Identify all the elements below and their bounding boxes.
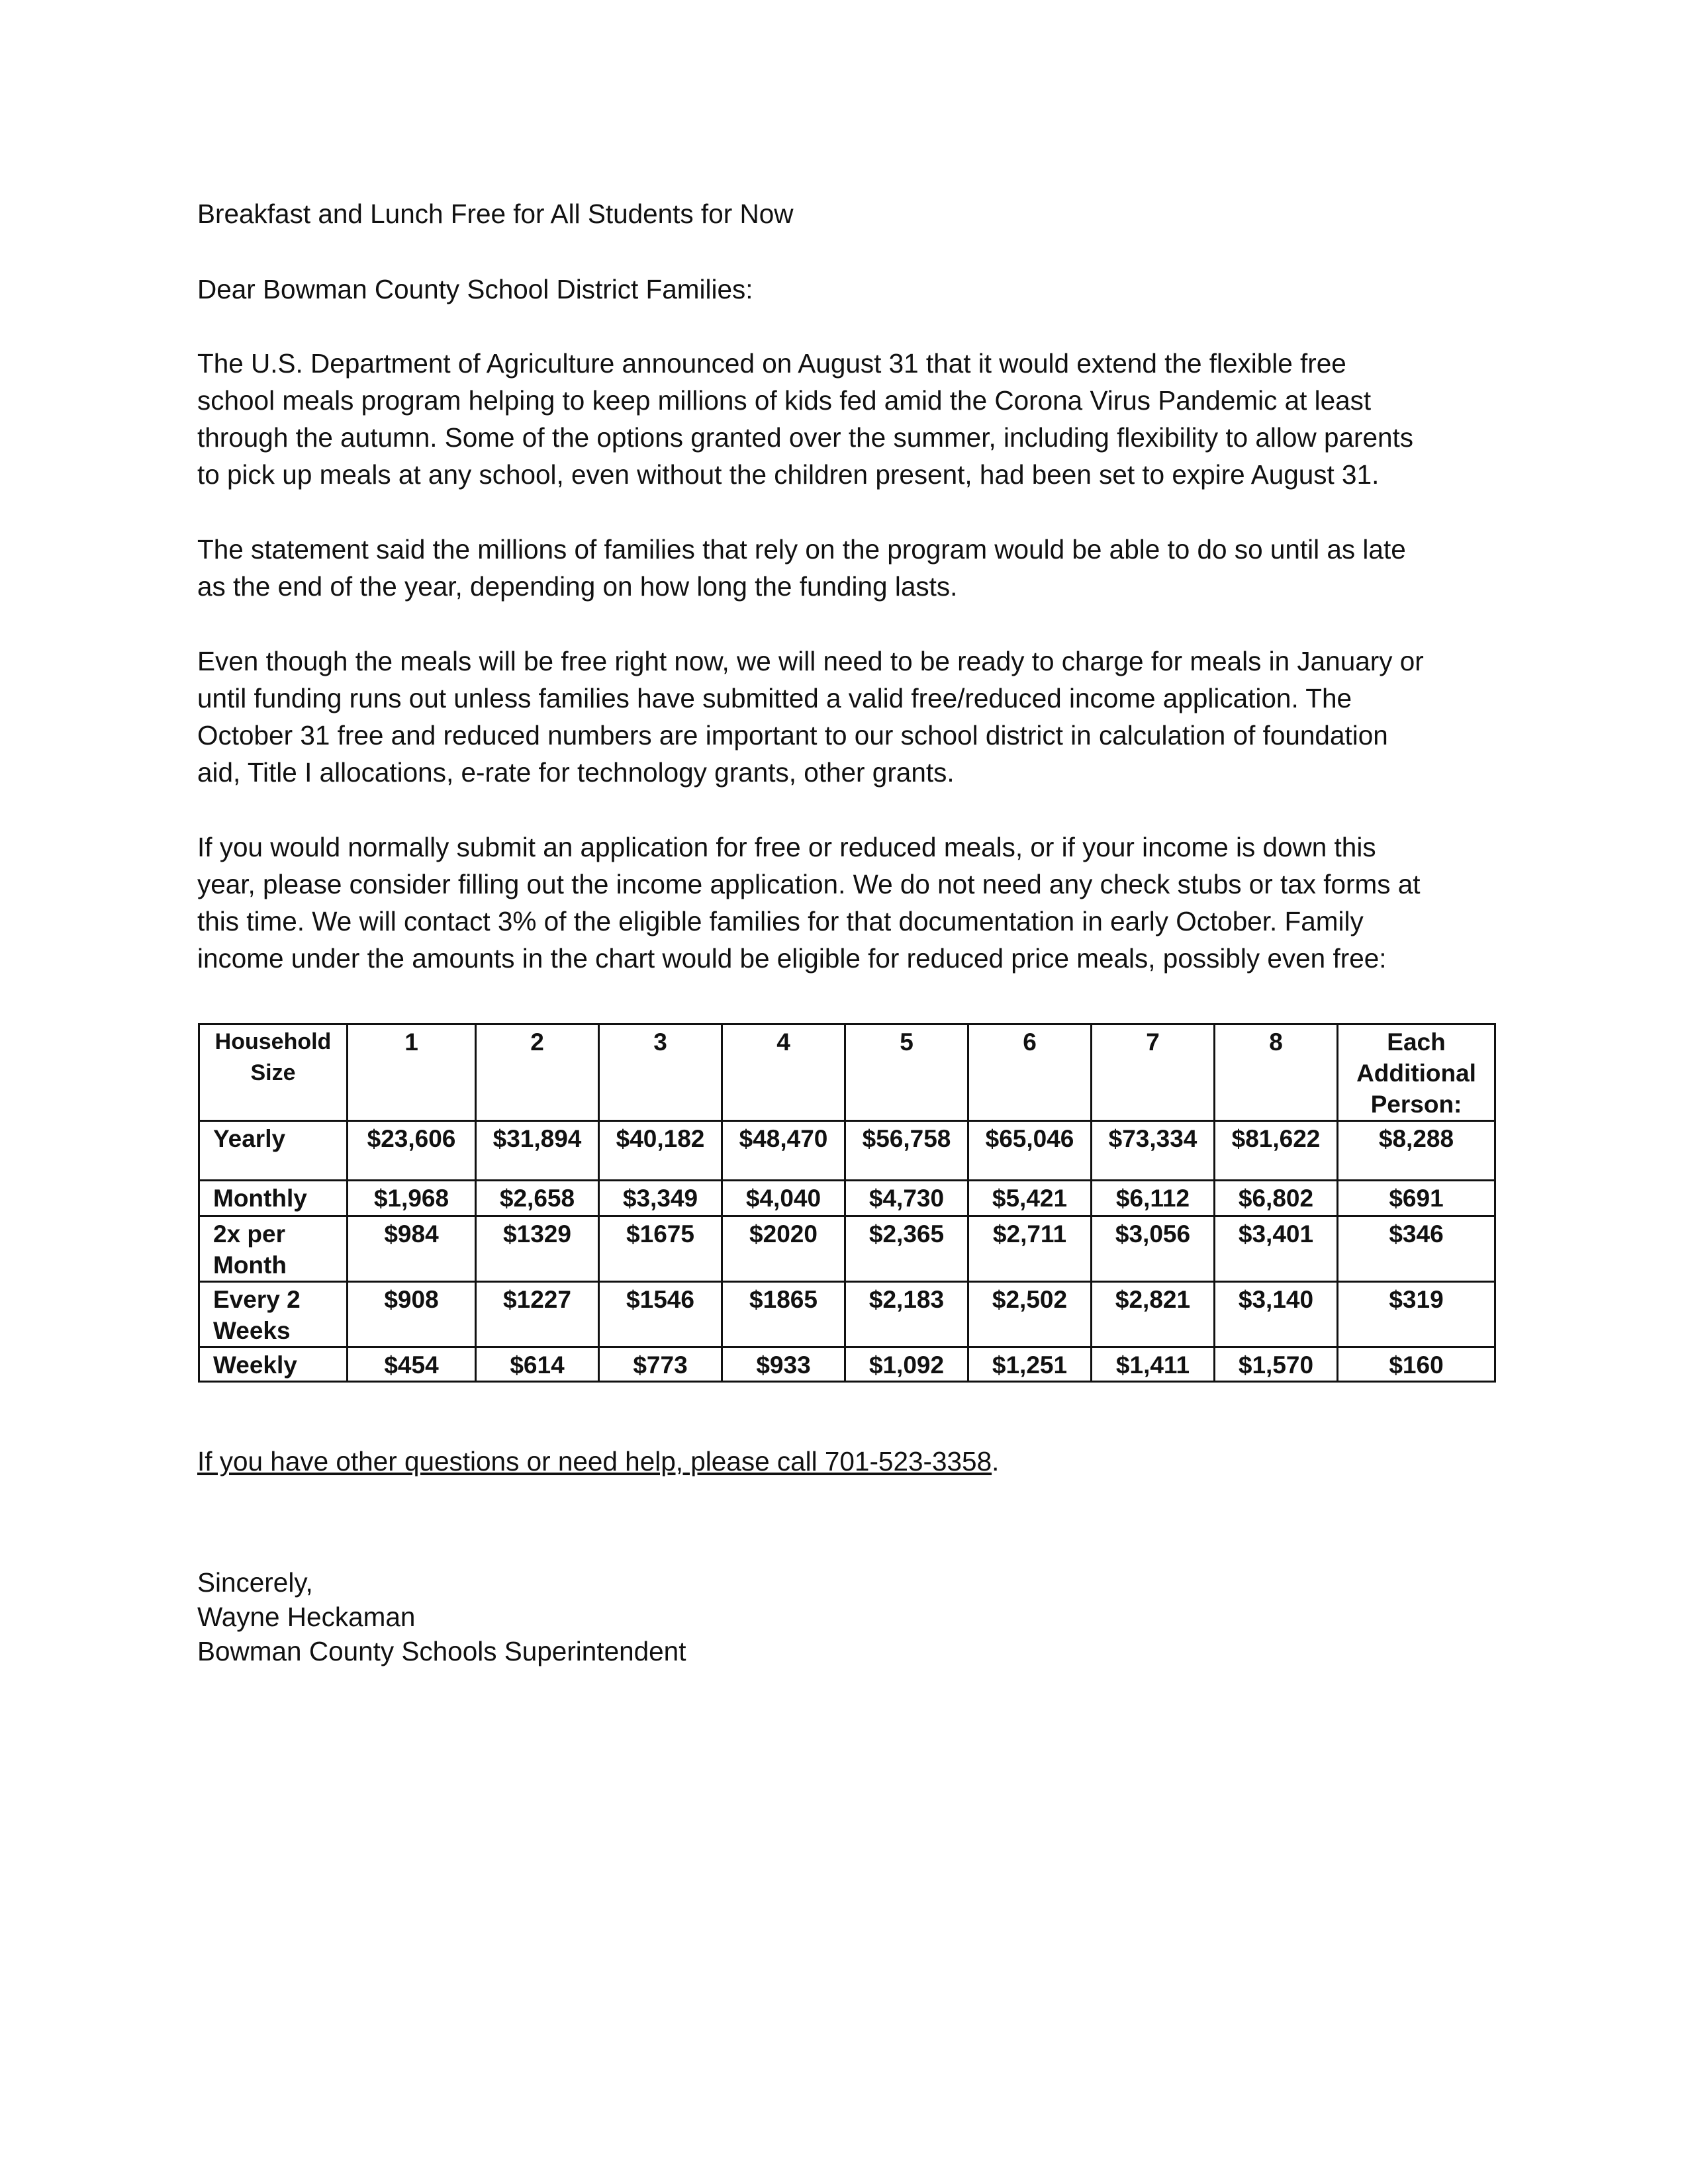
income-cell: $23,606 — [348, 1121, 476, 1181]
income-cell: $1,570 — [1215, 1347, 1338, 1382]
income-cell: $81,622 — [1215, 1121, 1338, 1181]
income-cell: $933 — [722, 1347, 845, 1382]
income-cell: $1,411 — [1092, 1347, 1215, 1382]
income-cell: $1329 — [476, 1216, 599, 1282]
row-label: 2x per Month — [199, 1216, 348, 1282]
help-line — [197, 1443, 999, 1480]
income-cell: $454 — [348, 1347, 476, 1382]
income-cell: $8,288 — [1338, 1121, 1495, 1181]
paragraph-usda-announcement — [197, 345, 1495, 493]
size-header: 4 — [722, 1024, 845, 1121]
income-cell: $40,182 — [599, 1121, 722, 1181]
paragraph-line: Even though the meals will be free right now, we will need to be ready to charge for meals in January or — [197, 646, 1424, 676]
income-cell: $2,711 — [968, 1216, 1092, 1282]
additional-person-header: Each Additional Person: — [1338, 1024, 1495, 1121]
income-cell: $3,401 — [1215, 1216, 1338, 1282]
table-row — [199, 1181, 1495, 1216]
income-cell: $691 — [1338, 1181, 1495, 1216]
paragraph-line: until funding runs out unless families have submitted a valid free/reduced income application. The — [197, 683, 1352, 713]
table-row — [199, 1347, 1495, 1382]
income-cell: $1546 — [599, 1282, 722, 1347]
signer-name: Wayne Heckaman — [197, 1602, 416, 1632]
size-header: 5 — [845, 1024, 968, 1121]
income-cell: $1,251 — [968, 1347, 1092, 1382]
income-cell: $4,730 — [845, 1181, 968, 1216]
income-cell: $2,502 — [968, 1282, 1092, 1347]
row-label: Every 2 Weeks — [199, 1282, 348, 1347]
income-cell: $319 — [1338, 1282, 1495, 1347]
help-period: . — [992, 1446, 1000, 1477]
size-header: 2 — [476, 1024, 599, 1121]
income-cell: $773 — [599, 1347, 722, 1382]
income-cell: $4,040 — [722, 1181, 845, 1216]
paragraph-line: aid, Title I allocations, e-rate for technology grants, other grants. — [197, 757, 955, 788]
size-header: 6 — [968, 1024, 1092, 1121]
income-cell: $6,802 — [1215, 1181, 1338, 1216]
income-cell: $160 — [1338, 1347, 1495, 1382]
income-cell: $2,365 — [845, 1216, 968, 1282]
signer-title: Bowman County Schools Superintendent — [197, 1636, 686, 1666]
income-cell: $2,658 — [476, 1181, 599, 1216]
income-cell: $1865 — [722, 1282, 845, 1347]
income-eligibility-table — [198, 1023, 1496, 1383]
income-cell: $31,894 — [476, 1121, 599, 1181]
income-cell: $346 — [1338, 1216, 1495, 1282]
row-label: Yearly — [199, 1121, 348, 1181]
size-header: 3 — [599, 1024, 722, 1121]
paragraph-statement — [197, 531, 1495, 605]
income-cell: $5,421 — [968, 1181, 1092, 1216]
income-cell: $1227 — [476, 1282, 599, 1347]
row-label: Weekly — [199, 1347, 348, 1382]
income-cell: $6,112 — [1092, 1181, 1215, 1216]
size-header: 7 — [1092, 1024, 1215, 1121]
table-row — [199, 1216, 1495, 1282]
paragraph-application — [197, 829, 1495, 977]
letter-title: Breakfast and Lunch Free for All Students for Now — [197, 199, 794, 229]
paragraph-line: to pick up meals at any school, even without the children present, had been set to expire August 31. — [197, 459, 1380, 490]
paragraph-line: through the autumn. Some of the options granted over the summer, including flexibility to allow parents — [197, 422, 1414, 453]
income-cell: $3,140 — [1215, 1282, 1338, 1347]
paragraph-line: If you would normally submit an application for free or reduced meals, or if your income is down this — [197, 832, 1376, 862]
income-cell: $984 — [348, 1216, 476, 1282]
letter-body — [197, 195, 1495, 1015]
help-phone-link[interactable]: If you have other questions or need help, please call 701-523-3358 — [197, 1446, 992, 1477]
paragraph-line: school meals program helping to keep millions of kids fed amid the Corona Virus Pandemic at least — [197, 385, 1372, 416]
income-cell: $3,056 — [1092, 1216, 1215, 1282]
salutation: Dear Bowman County School District Families: — [197, 274, 753, 304]
size-header: 1 — [348, 1024, 476, 1121]
table-header-row — [199, 1024, 1495, 1121]
paragraph-line: income under the amounts in the chart would be eligible for reduced price meals, possibly even free: — [197, 943, 1387, 974]
income-cell: $56,758 — [845, 1121, 968, 1181]
paragraph-line: October 31 free and reduced numbers are important to our school district in calculation of foundation — [197, 720, 1388, 751]
income-cell: $614 — [476, 1347, 599, 1382]
row-label: Monthly — [199, 1181, 348, 1216]
table-row — [199, 1282, 1495, 1347]
size-header: 8 — [1215, 1024, 1338, 1121]
paragraph-line: year, please consider filling out the income application. We do not need any check stubs or tax forms at — [197, 869, 1421, 899]
income-cell: $48,470 — [722, 1121, 845, 1181]
paragraph-line: The U.S. Department of Agriculture announced on August 31 that it would extend the flexible free — [197, 348, 1346, 379]
table-row — [199, 1121, 1495, 1181]
paragraph-charging — [197, 643, 1495, 791]
household-size-header: Household Size — [199, 1024, 348, 1121]
income-cell: $65,046 — [968, 1121, 1092, 1181]
income-cell: $73,334 — [1092, 1121, 1215, 1181]
income-cell: $1,092 — [845, 1347, 968, 1382]
paragraph-line: this time. We will contact 3% of the eligible families for that documentation in early October. Family — [197, 906, 1364, 936]
income-cell: $1,968 — [348, 1181, 476, 1216]
income-cell: $2020 — [722, 1216, 845, 1282]
income-cell: $3,349 — [599, 1181, 722, 1216]
income-cell: $2,183 — [845, 1282, 968, 1347]
income-cell: $908 — [348, 1282, 476, 1347]
paragraph-line: The statement said the millions of families that rely on the program would be able to do so until as late — [197, 534, 1406, 565]
paragraph-line: as the end of the year, depending on how long the funding lasts. — [197, 571, 958, 602]
closing: Sincerely, — [197, 1567, 313, 1598]
signature-block — [197, 1565, 686, 1668]
income-cell: $2,821 — [1092, 1282, 1215, 1347]
income-cell: $1675 — [599, 1216, 722, 1282]
